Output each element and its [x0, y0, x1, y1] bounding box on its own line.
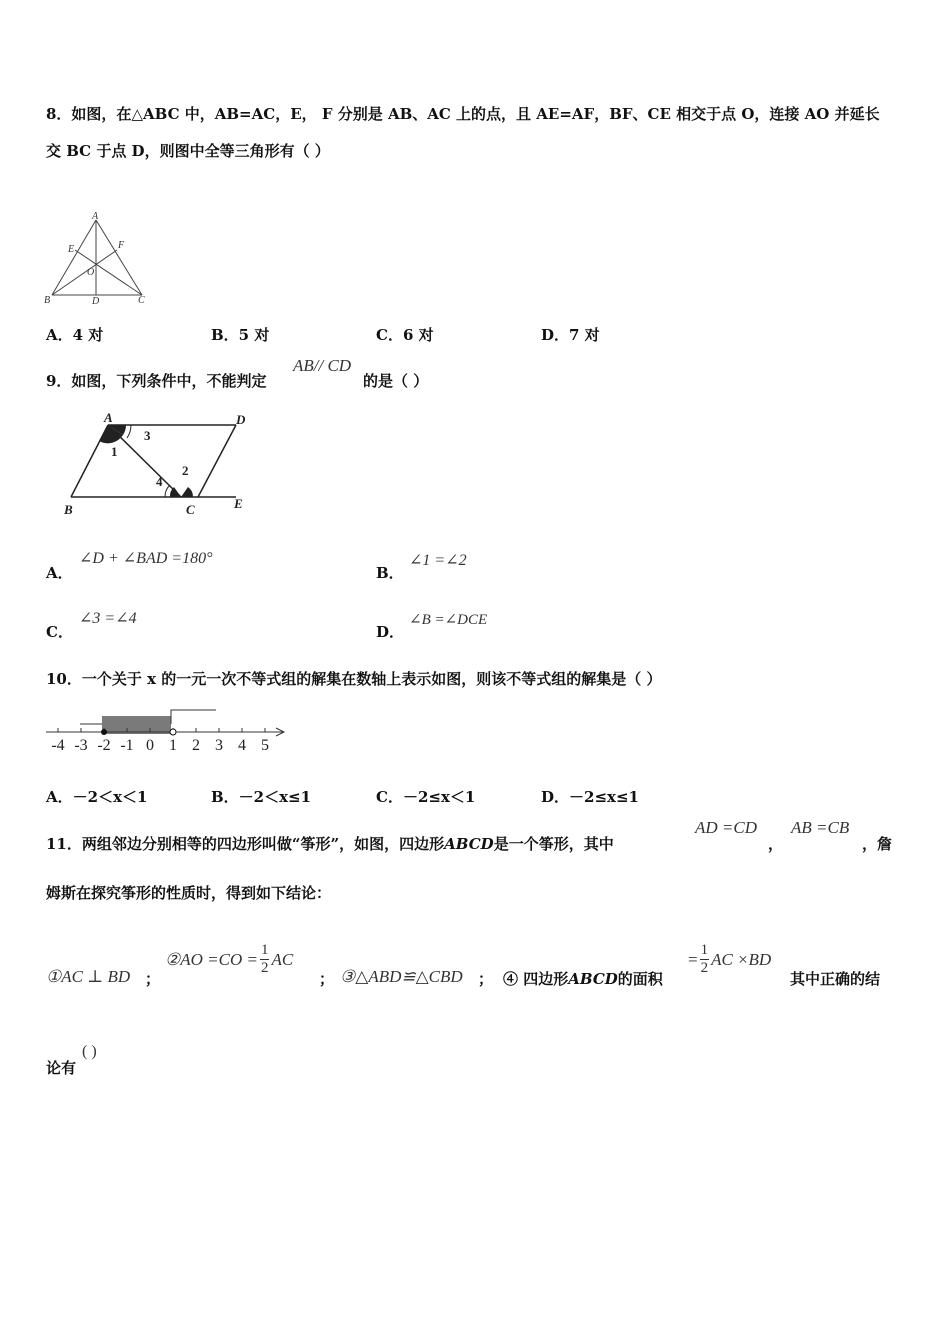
- q8-triangle-figure: [44, 210, 156, 308]
- q10-tick-label: 5: [261, 737, 269, 754]
- q8-option-b[interactable]: B．5 对: [211, 326, 270, 344]
- q10-number-line: [40, 700, 292, 756]
- q11-c4-eq: =: [688, 949, 698, 969]
- q8-label-e: E: [68, 244, 75, 255]
- q9-label-b: B: [64, 502, 73, 517]
- q9-angle-4: 4: [156, 474, 163, 489]
- q10-closed-point: [101, 729, 107, 735]
- q11-c4-area-formula: [688, 943, 771, 976]
- q9-label-e: E: [234, 496, 243, 511]
- q11-c4-post: AC ×BD: [711, 949, 772, 969]
- q11-c2-num: 1: [260, 942, 269, 958]
- q10-tick-label: -1: [120, 737, 134, 754]
- q10-tick-label: 3: [215, 737, 223, 754]
- q9-option-a-math: ∠D + ∠BAD =180°: [79, 550, 213, 567]
- q9-option-d-math: ∠B =∠DCE: [409, 612, 488, 628]
- q11-c4-mid: 的面积: [617, 970, 663, 988]
- q9-suffix: 的是（ ）: [363, 372, 429, 390]
- q10-shaded-region: [102, 716, 171, 734]
- q10-option-d[interactable]: D．－2≤x≤1: [541, 788, 639, 806]
- q9-option-b-math: ∠1 =∠2: [409, 552, 467, 569]
- q11-conclusion-2: [165, 943, 293, 976]
- q11-cond-ab-cb: AB =CB: [791, 818, 850, 837]
- q8-label-c: C: [138, 295, 145, 306]
- q11-c4-suffix: 其中正确的结: [790, 970, 881, 988]
- q11-c4-abcd: ABCD: [568, 970, 618, 988]
- q10-tick-label: 1: [169, 737, 177, 754]
- q10-tick-label: 2: [192, 737, 200, 754]
- q11-line1-mid: 是一个筝形，其中: [493, 835, 614, 853]
- q11-conclusion-4: [503, 968, 663, 989]
- q11-abcd: ABCD: [444, 835, 494, 853]
- q9-prefix: 9．如图，下列条件中，不能判定: [46, 372, 267, 390]
- q11-line1-suffix: ，詹: [862, 835, 893, 853]
- q10-tick-label: -3: [74, 737, 88, 754]
- q11-line1: [46, 833, 614, 854]
- q8-text-line1: 8．如图，在△ABC 中，AB=AC，E， F 分别是 AB、AC 上的点，且 AE=AF，BF、CE 相交于点 O，连接 AO 并延长: [46, 105, 880, 123]
- q11-conclusion-3: ③△ABD≌△CBD: [340, 967, 463, 986]
- q9-option-d[interactable]: D．: [376, 623, 405, 641]
- q11-c4-den: 2: [700, 960, 709, 976]
- q8-option-d[interactable]: D．7 对: [541, 326, 600, 344]
- q9-option-c[interactable]: C．: [46, 623, 73, 641]
- q11-line1-prefix: 11．两组邻边分别相等的四边形叫做“筝形”，如图，四边形: [46, 835, 445, 853]
- q10-open-point: [170, 729, 176, 735]
- q11-semicolon: ；: [478, 970, 494, 988]
- q10-option-b[interactable]: B．－2＜x≤1: [211, 788, 312, 806]
- q9-option-c-math: ∠3 =∠4: [79, 610, 137, 627]
- q9-label-a: A: [104, 410, 113, 425]
- q11-line4: 论有: [46, 1059, 77, 1077]
- q8-label-b: B: [44, 295, 51, 306]
- q11-c4-fraction: [700, 943, 710, 976]
- q10-option-c[interactable]: C．－2≤x＜1: [376, 788, 476, 806]
- q9-angle-3: 3: [144, 428, 151, 443]
- q9-option-a[interactable]: A．: [46, 564, 73, 582]
- q9-parallelogram-figure: [58, 406, 258, 518]
- q9-label-d: D: [236, 412, 246, 427]
- q11-conclusion-1: ①AC ⊥ BD: [46, 967, 131, 986]
- q9-math-condition: AB// CD: [293, 356, 352, 375]
- q10-tick-label: 4: [238, 737, 246, 754]
- q11-c2-fraction: [260, 943, 270, 976]
- q11-semicolon: ；: [145, 970, 161, 988]
- q11-answer-paren: ( ): [82, 1043, 97, 1060]
- q11-comma: ，: [768, 835, 784, 853]
- q11-c2-post: AC: [271, 949, 294, 969]
- q8-label-f: F: [118, 240, 125, 251]
- q8-option-a[interactable]: A．4 对: [46, 326, 104, 344]
- q8-label-d: D: [92, 296, 100, 307]
- q10-tick-label: -2: [97, 737, 111, 754]
- q9-option-b[interactable]: B．: [376, 564, 404, 582]
- q11-line2: 姆斯在探究筝形的性质时，得到如下结论：: [46, 884, 332, 902]
- q11-cond-ad-cd: AD =CD: [695, 818, 757, 837]
- q10-text: 10．一个关于 x 的一元一次不等式组的解集在数轴上表示如图，则该不等式组的解集是（ ）: [46, 670, 662, 688]
- q8-text-line2: 交 BC 于点 D，则图中全等三角形有（ ）: [46, 142, 330, 160]
- q9-angle-1: 1: [111, 444, 118, 459]
- q8-label-a: A: [92, 211, 99, 222]
- q10-tick-label: -4: [51, 737, 65, 754]
- q11-c4-num: 1: [700, 942, 709, 958]
- q8-label-o: O: [87, 267, 95, 278]
- q9-label-c: C: [186, 502, 195, 517]
- q11-semicolon: ；: [319, 970, 335, 988]
- q8-option-c[interactable]: C．6 对: [376, 326, 434, 344]
- q11-c4-pre: ④ 四边形: [503, 970, 569, 988]
- q9-angle-2: 2: [182, 463, 189, 478]
- q10-tick-label: 0: [146, 737, 154, 754]
- q11-c2-den: 2: [260, 960, 269, 976]
- q10-option-a[interactable]: A．－2＜x＜1: [46, 788, 148, 806]
- q11-c2-pre: ②AO =CO =: [165, 949, 258, 969]
